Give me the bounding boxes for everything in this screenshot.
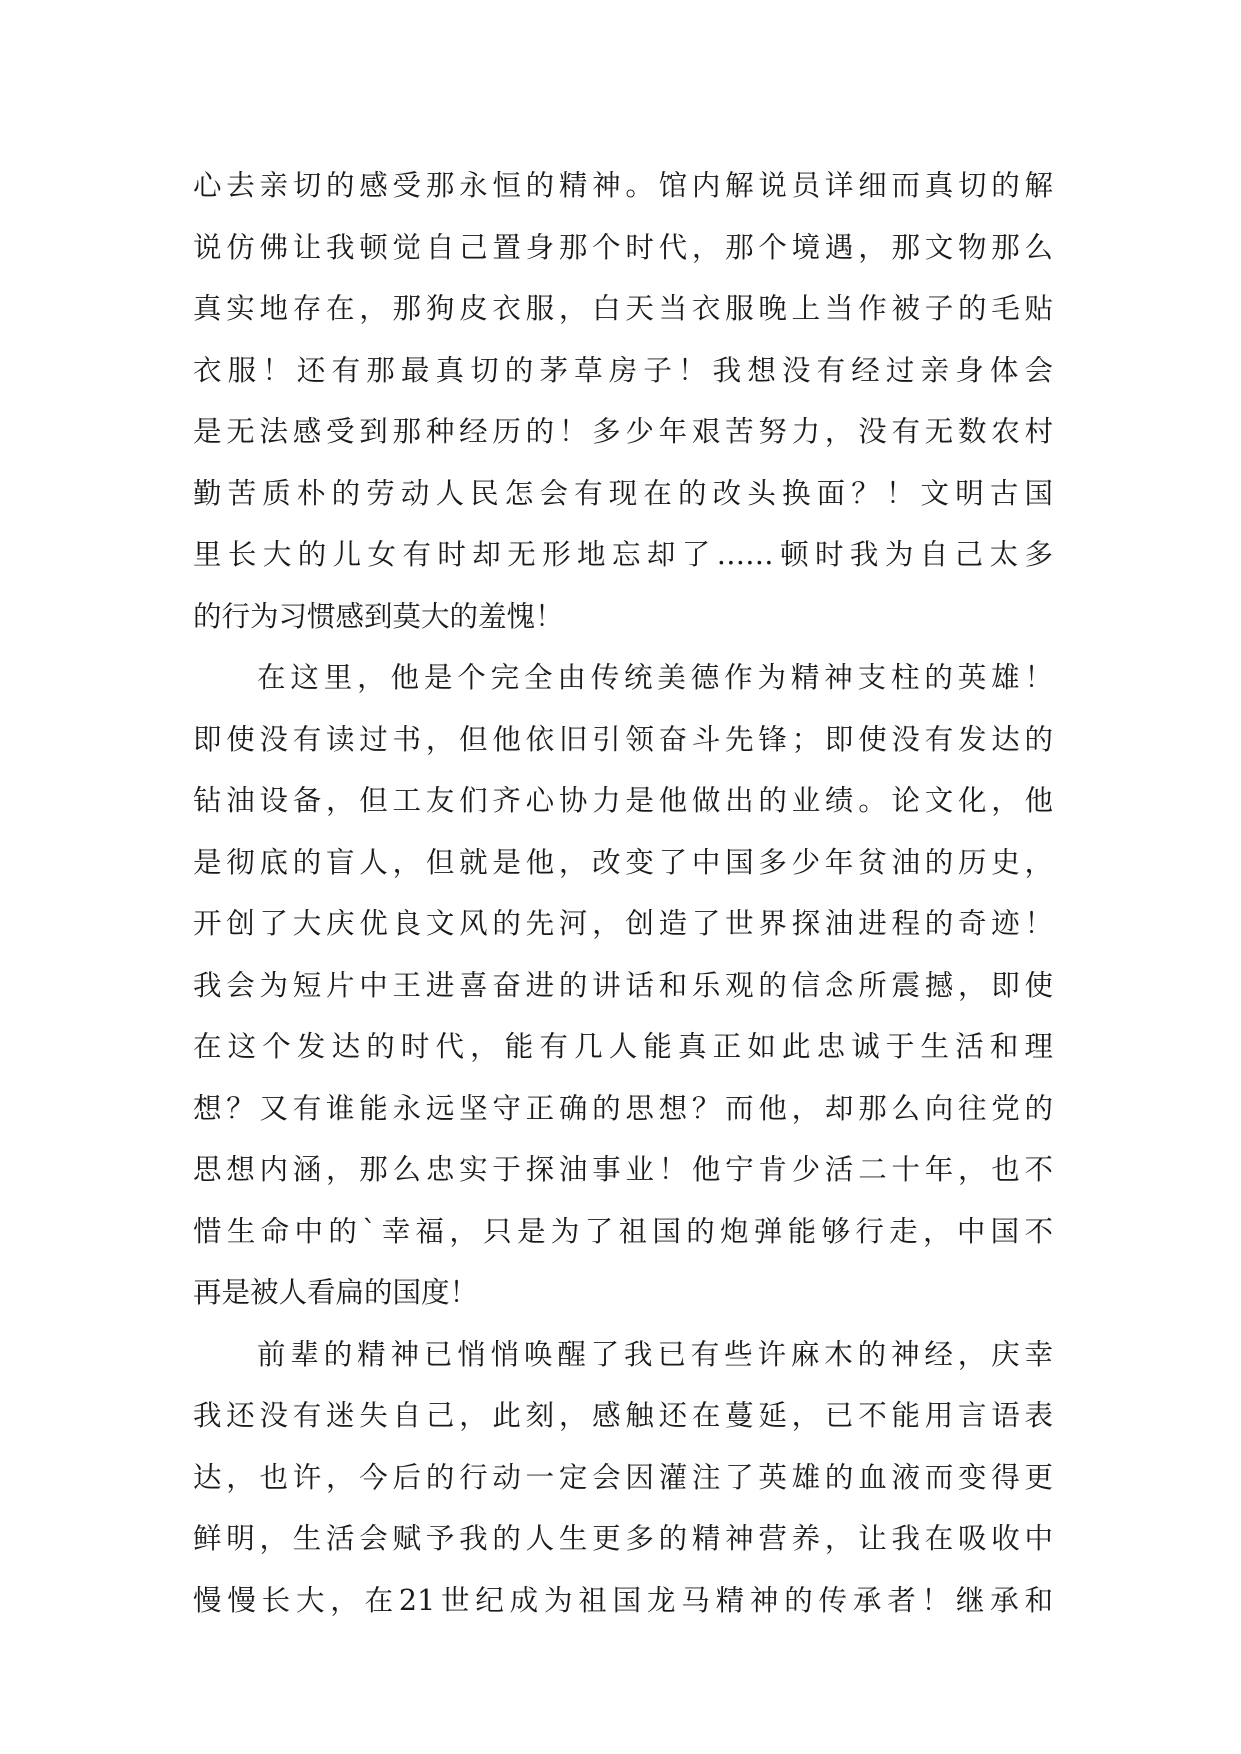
text-line: 钻油设备，但工友们齐心协力是他做出的业绩。论文化，他 (193, 784, 1053, 817)
text-line: 是无法感受到那种经历的！多少年艰苦努力，没有无数农村 (193, 415, 1053, 448)
paragraph-3 (193, 1324, 1053, 1632)
paragraph-2 (193, 647, 1053, 1324)
text-line: 在这个发达的时代，能有几人能真正如此忠诚于生活和理 (193, 1030, 1053, 1063)
text-line: 的行为习惯感到莫大的羞愧！ (193, 599, 564, 633)
text-line: 惜生命中的`幸福，只是为了祖国的炮弹能够行走，中国不 (193, 1214, 1053, 1248)
text-line: 我还没有迷失自己，此刻，感触还在蔓延，已不能用言语表 (193, 1399, 1053, 1432)
text-line: 鲜明，生活会赋予我的人生更多的精神营养，让我在吸收中 (193, 1522, 1053, 1555)
text-line: 慢慢长大，在21世纪成为祖国龙马精神的传承者！继承和 (193, 1583, 1053, 1617)
text-line: 达，也许，今后的行动一定会因灌注了英雄的血液而变得更 (193, 1460, 1053, 1494)
text-line: 再是被人看扁的国度！ (193, 1276, 479, 1309)
text-line: 说仿佛让我顿觉自己置身那个时代，那个境遇，那文物那么 (193, 230, 1053, 264)
paragraph-1 (193, 155, 1053, 647)
text-line: 里长大的儿女有时却无形地忘却了……顿时我为自己太多 (193, 538, 1053, 571)
text-line: 开创了大庆优良文风的先河，创造了世界探油进程的奇迹！ (193, 907, 1053, 940)
text-line: 想？又有谁能永远坚守正确的思想？而他，却那么向往党的 (193, 1091, 1053, 1125)
text-line: 思想内涵，那么忠实于探油事业！他宁肯少活二十年，也不 (193, 1153, 1053, 1186)
document-body (193, 155, 1053, 1631)
text-line: 前辈的精神已悄悄唤醒了我已有些许麻木的神经，庆幸 (257, 1337, 1053, 1371)
text-line: 真实地存在，那狗皮衣服，白天当衣服晚上当作被子的毛贴 (193, 292, 1053, 325)
text-line: 勤苦质朴的劳动人民怎会有现在的改头换面？！文明古国 (193, 476, 1053, 510)
text-line: 是彻底的盲人，但就是他，改变了中国多少年贫油的历史， (193, 845, 1053, 879)
text-line: 在这里，他是个完全由传统美德作为精神支柱的英雄！ (257, 661, 1053, 694)
text-line: 心去亲切的感受那永恒的精神。馆内解说员详细而真切的解 (193, 169, 1053, 202)
text-line: 即使没有读过书，但他依旧引领奋斗先锋；即使没有发达的 (193, 722, 1053, 756)
text-line: 我会为短片中王进喜奋进的讲话和乐观的信念所震撼，即使 (193, 968, 1053, 1002)
text-line: 衣服！还有那最真切的茅草房子！我想没有经过亲身体会 (193, 353, 1053, 387)
